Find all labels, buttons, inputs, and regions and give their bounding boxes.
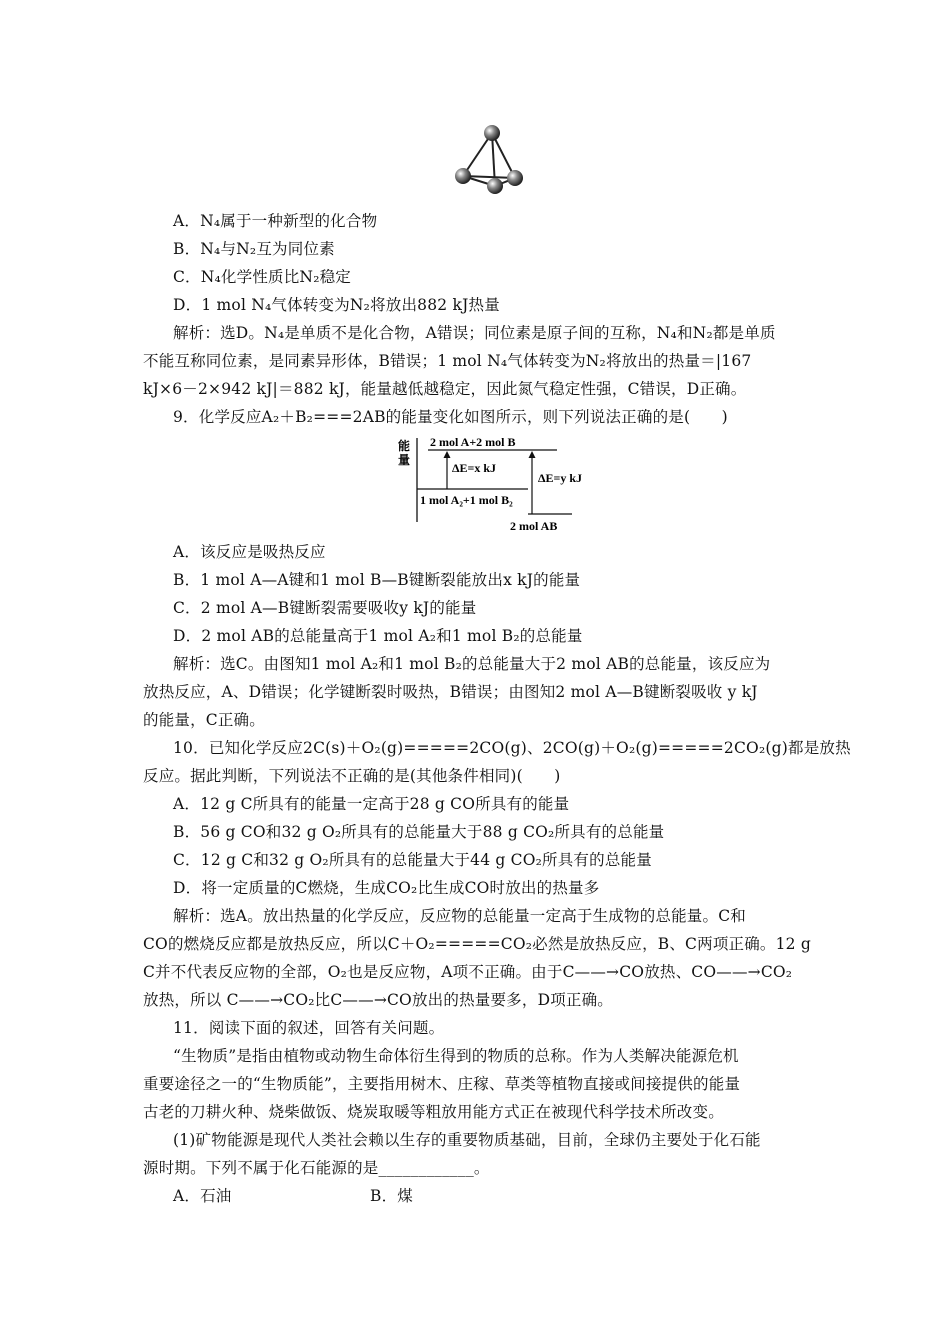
q8-analysis-line: kJ×6－2×942 kJ|＝882 kJ，能量越低越稳定，因此氮气稳定性强，C错误，D正确。 [143,380,747,398]
label-top-level: 2 mol A+2 mol B [430,435,516,449]
q8-option-c: C．N₄化学性质比N₂稳定 [173,268,352,286]
q11-passage-line: 古老的刀耕火种、烧柴做饭、烧炭取暖等粗放用能方式正在被现代科学技术所改变。 [143,1103,724,1121]
q11-passage-line: “生物质”是指由植物或动物生命体衍生得到的物质的总称。作为人类解决能源危机 [173,1047,739,1065]
q10-option-c: C．12 g C和32 g O₂所具有的总能量大于44 g CO₂所具有的总能量 [173,851,652,869]
q9-analysis-line: 放热反应，A、D错误；化学键断裂时吸热，B错误；由图知2 mol A—B键断裂吸收 y kJ [143,683,758,701]
energy-diagram [392,432,612,536]
q10-stem: 反应。据此判断，下列说法不正确的是(其他条件相同)( ) [143,767,561,785]
q10-analysis-line: 放热，所以 C——→CO₂比C——→CO放出的热量要多，D项正确。 [143,991,613,1009]
q8-analysis-line: 解析：选D。N₄是单质不是化合物，A错误；同位素是原子间的互称，N₄和N₂都是单质 [173,324,776,342]
label-bottom-level: 2 mol AB [510,519,558,533]
q9-option-d: D．2 mol AB的总能量高于1 mol A₂和1 mol B₂的总能量 [173,627,583,645]
q8-option-a: A．N₄属于一种新型的化合物 [173,212,378,230]
q11-passage-line: 重要途径之一的“生物质能”，主要指用树木、庄稼、草类等植物直接或间接提供的能量 [143,1075,741,1093]
q10-stem: 10．已知化学反应2C(s)＋O₂(g)=====2CO(g)、2CO(g)＋O₂(g)=====2CO₂(g)都是放热 [173,739,851,757]
label-delta-y: ΔE=y kJ [538,471,583,485]
q9-analysis-line: 的能量，C正确。 [143,711,265,729]
axis-label-energy-1: 能 [398,439,411,453]
label-mid-level: 1 mol A₂+1 mol B₂ [420,493,513,507]
q10-analysis-line: C并不代表反应物的全部，O₂也是反应物，A项不正确。由于C——→CO放热、CO——→CO₂ [143,963,793,981]
q11-option-a: A．石油 [173,1187,232,1205]
q10-option-d: D．将一定质量的C燃烧，生成CO₂比生成CO时放出的热量多 [173,879,600,897]
q11-sub1: 源时期。下列不属于化石能源的是____________。 [143,1159,490,1177]
q9-option-a: A．该反应是吸热反应 [173,543,326,561]
q8-option-b: B．N₄与N₂互为同位素 [173,240,335,258]
q11-sub1: (1)矿物能源是现代人类社会赖以生存的重要物质基础，目前，全球仍主要处于化石能 [173,1131,761,1149]
label-delta-x: ΔE=x kJ [452,461,497,475]
q9-stem: 9．化学反应A₂＋B₂===2AB的能量变化如图所示，则下列说法正确的是( ) [173,408,728,426]
atom-front [487,178,503,194]
q10-analysis-line: CO的燃烧反应都是放热反应，所以C＋O₂=====CO₂必然是放热反应，B、C两项正确。12 g [143,935,811,953]
atom-left [455,168,471,184]
q9-option-b: B．1 mol A—A键和1 mol B—B键断裂能放出x kJ的能量 [173,571,581,589]
q8-analysis-line: 不能互称同位素，是同素异形体，B错误；1 mol N₄气体转变为N₂将放出的热量＝|167 [143,352,752,370]
q8-option-d: D．1 mol N₄气体转变为N₂将放出882 kJ热量 [173,296,500,314]
axis-label-energy-2: 量 [398,453,411,467]
n4-molecule-figure [448,118,532,198]
q9-option-c: C．2 mol A—B键断裂需要吸收y kJ的能量 [173,599,477,617]
q10-option-a: A．12 g C所具有的能量一定高于28 g CO所具有的能量 [173,795,570,813]
q11-stem: 11．阅读下面的叙述，回答有关问题。 [173,1019,445,1037]
atom-right [507,170,523,186]
q9-analysis-line: 解析：选C。由图知1 mol A₂和1 mol B₂的总能量大于2 mol AB的总能量，该反应为 [173,655,771,673]
atom-top [484,125,500,141]
q11-option-b: B．煤 [370,1187,413,1205]
q10-analysis-line: 解析：选A。放出热量的化学反应，反应物的总能量一定高于生成物的总能量。C和 [173,907,746,925]
q10-option-b: B．56 g CO和32 g O₂所具有的总能量大于88 g CO₂所具有的总能量 [173,823,665,841]
